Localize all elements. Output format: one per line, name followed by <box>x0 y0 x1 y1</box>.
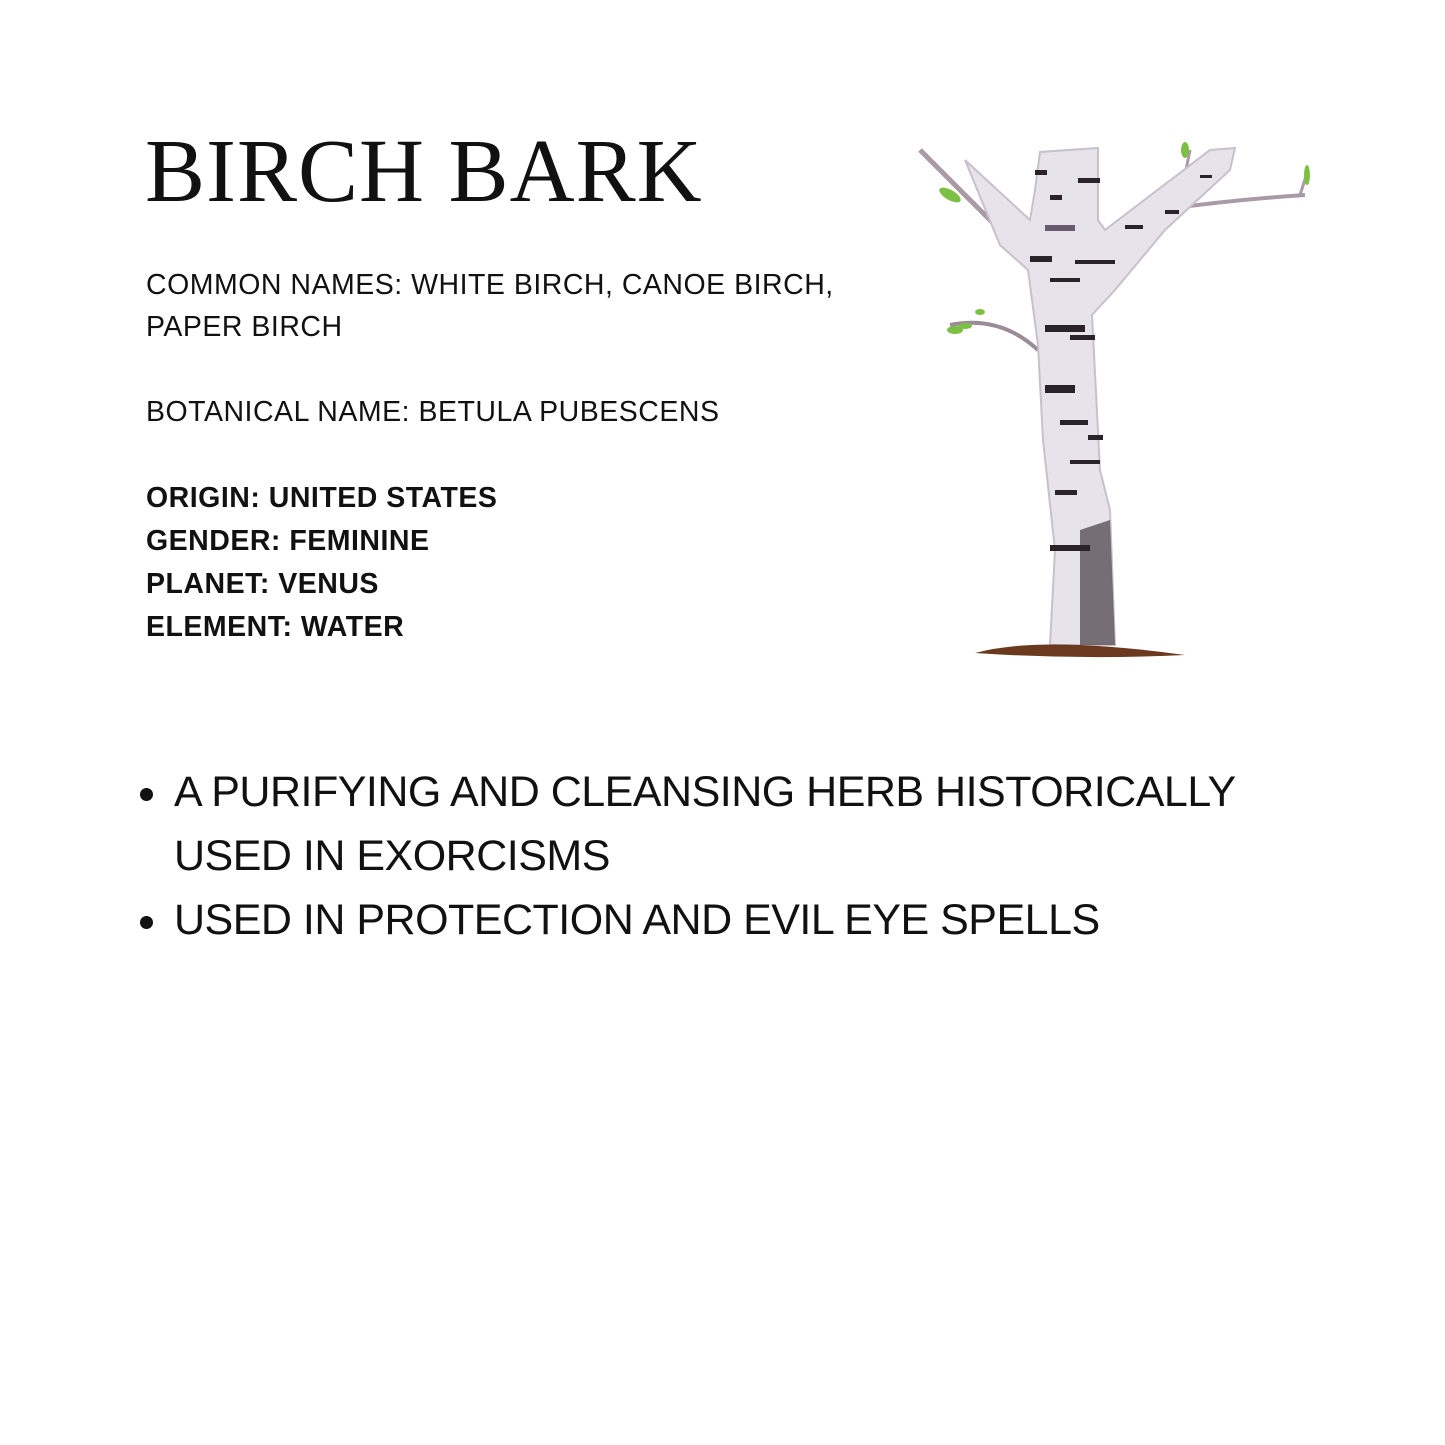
bullet-icon <box>140 916 153 929</box>
property-origin: ORIGIN: UNITED STATES <box>146 482 498 514</box>
page-title: BIRCH BARK <box>145 122 703 221</box>
properties-list <box>146 477 497 649</box>
list-item: USED IN PROTECTION AND EVIL EYE SPELLS <box>138 888 1318 952</box>
list-item: A PURIFYING AND CLEANSING HERB HISTORICALLY USED IN EXORCISMS <box>138 760 1318 888</box>
bullet-icon <box>140 788 153 801</box>
property-element: ELEMENT: WATER <box>146 611 405 643</box>
uses-list <box>138 760 1318 952</box>
property-gender: GENDER: FEMININE <box>146 525 430 557</box>
common-names: COMMON NAMES: WHITE BIRCH, CANOE BIRCH, PAPER BIRCH <box>146 269 834 343</box>
property-planet: PLANET: VENUS <box>146 568 379 600</box>
birch-tree-illustration <box>910 130 1320 670</box>
botanical-name: BOTANICAL NAME: BETULA PUBESCENS <box>146 396 720 428</box>
